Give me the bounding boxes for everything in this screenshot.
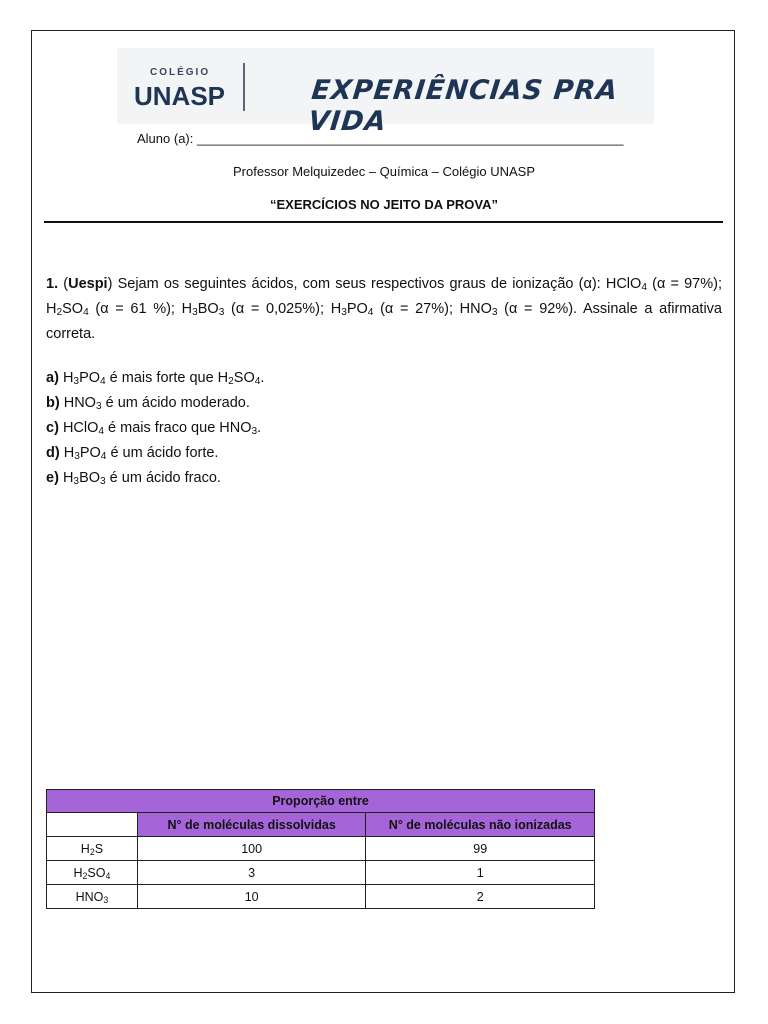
logo-divider — [243, 63, 245, 111]
not-ionized-cell: 1 — [366, 861, 595, 885]
table-row — [47, 837, 595, 861]
table-title: Proporção entre — [47, 790, 595, 813]
formula-cell: $HNO_3$ — [47, 885, 138, 909]
not-ionized-cell: 2 — [366, 885, 595, 909]
slogan: EXPERIÊNCIAS PRA VIDA — [306, 75, 620, 137]
worksheet-title: “EXERCÍCIOS NO JEITO DA PROVA” — [269, 197, 499, 212]
proportion-table — [46, 789, 595, 909]
option-a[interactable]: a) $H_3PO_4$ é mais forte que $H_2SO_4$. — [46, 370, 265, 387]
logo-small-text: COLÉGIO — [150, 67, 211, 78]
header-divider — [44, 221, 723, 223]
option-e[interactable]: e) $H_3BO_3$ é um ácido fraco. — [46, 470, 221, 487]
dissolved-cell: 3 — [137, 861, 366, 885]
table-header-not-ionized: N° de moléculas não ionizadas — [366, 813, 595, 837]
dissolved-cell: 100 — [137, 837, 366, 861]
table-header-formula — [47, 813, 138, 837]
source-close: ) — [107, 276, 113, 292]
question-number: 1. — [46, 276, 59, 292]
table-header-dissolved: N° de moléculas dissolvidas — [137, 813, 366, 837]
option-d[interactable]: d) $H_3PO_4$ é um ácido forte. — [46, 445, 219, 462]
source-open: ( — [58, 276, 69, 292]
professor-line: Professor Melquizedec – Química – Colégio UNASP — [232, 164, 536, 179]
answer-options — [46, 366, 264, 491]
table-row — [47, 885, 595, 909]
table-title-row — [47, 790, 595, 813]
student-name-line: Aluno (a): ___________________________________________________________ — [137, 131, 624, 146]
formula-cell: $H_2S$ — [47, 837, 138, 861]
question-source: Uespi — [68, 276, 108, 292]
dissolved-cell: 10 — [137, 885, 366, 909]
formula-cell: $H_2SO_4$ — [47, 861, 138, 885]
option-c[interactable]: c) HClO$_4$ é mais fraco que $HNO_3$. — [46, 420, 262, 437]
table-header-row — [47, 813, 595, 837]
header-banner — [117, 48, 654, 137]
table-row — [47, 861, 595, 885]
logo-unasp: UNASP — [134, 81, 226, 111]
not-ionized-cell: 99 — [366, 837, 595, 861]
question-text: Sejam os seguintes ácidos, com seus respectivos graus de ionização (α): HClO$_4$ (α = 97%); $H_2SO_4$ (α = 61 %); $H_3BO_3$ (α = 0,025%); $H_3PO_4$ (α = 27%); $HNO_3$ (α = 92%). Assinale a afirmativa correta. — [46, 276, 722, 342]
question-1 — [46, 272, 722, 347]
option-b[interactable]: b) $HNO_3$ é um ácido moderado. — [46, 395, 250, 412]
